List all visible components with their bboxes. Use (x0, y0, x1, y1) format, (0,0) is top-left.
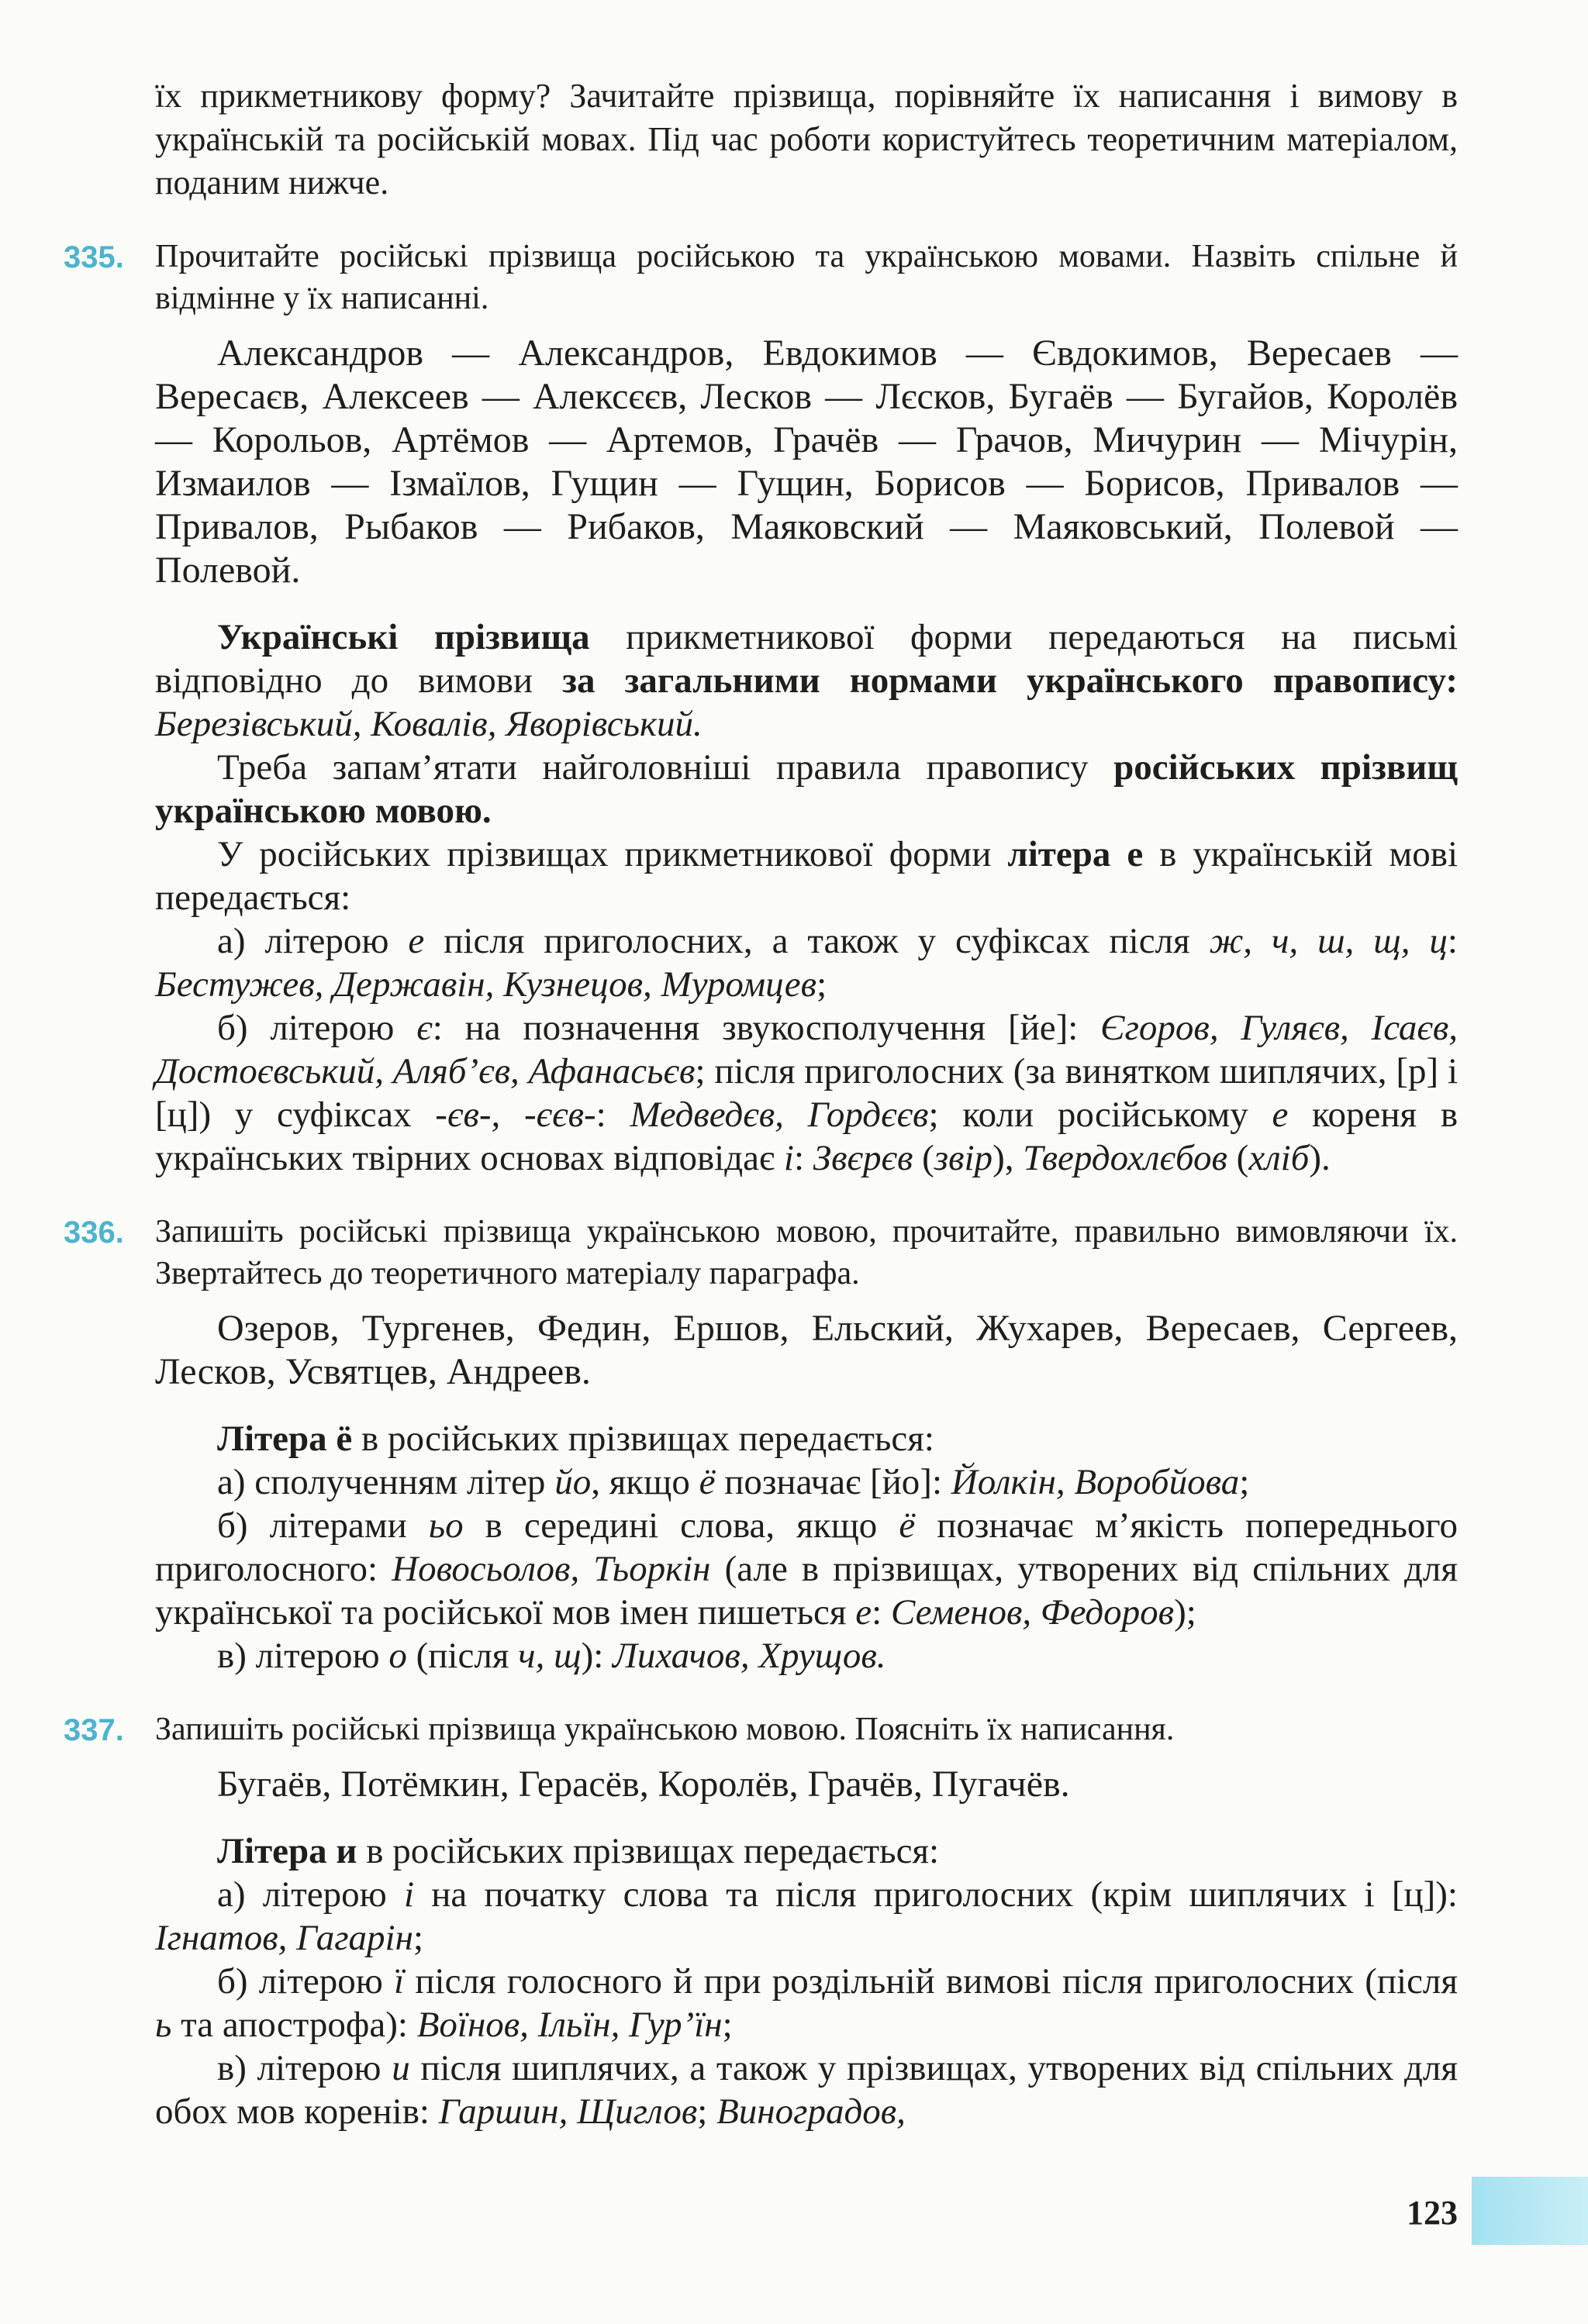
page-edge-tab (1472, 2177, 1588, 2245)
rule-item-a: а) літерою і на початку слова та після приголосних (крім шиплячих і [ц]): Ігнатов, Гагарін; (155, 1874, 1458, 1958)
rule-item-c: в) літерою о (після ч, щ): Лихачов, Хрущов. (217, 1636, 886, 1676)
rule-letter-y (155, 1829, 1458, 2133)
rule-paragraph: Треба запам’ятати найголовніші правила правопису російських прізвищ українською мовою. (155, 747, 1458, 831)
intro-paragraph: їх прикметникову форму? Зачитайте прізвища, порівняйте їх написання і вимову в українській та російській мовах. Під час роботи користуйтесь теоретичним матеріалом, поданим нижче. (155, 77, 1458, 202)
exercise-instruction: Прочитайте російські прізвища російською та українською мовами. Назвіть спільне й відмінне у їх написанні. (155, 239, 1458, 316)
rule-item-b: б) літерами ьо в середині слова, якщо ё позначає м’якість попереднього приголосного: Новосьолов, Тьоркін (але в прізвищах, утворених від спільних для української та російської мов імен пишеться е: Семенов, Федоров); (155, 1505, 1458, 1633)
exercise-336 (64, 1211, 1458, 1394)
exercise-337 (64, 1709, 1458, 1806)
exercise-335 (64, 236, 1458, 592)
surname-list: Бугаёв, Потёмкин, Герасёв, Королёв, Грачёв, Пугачёв. (217, 1764, 1070, 1805)
rule-heading: Літера ё в російських прізвищах передається: (217, 1419, 934, 1459)
page-number: 123 (1407, 2194, 1458, 2232)
surname-list: Озеров, Тургенев, Федин, Ершов, Ельский, Жухарев, Вересаев, Сергеев, Лесков, Усвятцев, Андреев. (155, 1308, 1458, 1392)
rule-item-b: б) літерою ї після голосного й при роздільній вимові після приголосних (після ь та апострофа): Воїнов, Ільїн, Гур’їн; (155, 1961, 1458, 2045)
rule-paragraph: У російських прізвищах прикметникової форми літера е в українській мові передається: (155, 834, 1459, 918)
rule-item-c: в) літерою и після шиплячих, а також у прізвищах, утворених від спільних для обох мов коренів: Гаршин, Щиглов; Виноградов, (155, 2048, 1458, 2132)
textbook-page (64, 74, 1459, 2133)
exercise-number: 335. (64, 240, 124, 274)
surname-list: Александров — Александров, Евдокимов — Євдокимов, Вересаев — Вересаєв, Алексеев — Алексєєв, Лесков — Лєсков, Бугаёв — Бугайов, Королёв — Корольов, Артёмов — Артемов, Грачёв — Грачов, Мичурин — Мічурін, Измаилов — Ізмаїлов, Гущин — Гущин, Борисов — Борисов, Привалов — Привалов, Рыбаков — Рибаков, Маяковский — Маяковський, Полевой — Полевой. (155, 333, 1458, 591)
rule-heading: Літера и в російських прізвищах передається: (217, 1831, 940, 1871)
exercise-number: 337. (64, 1713, 124, 1747)
rule-item-b: б) літерою є: на позначення звукосполучення [йе]: Єгоров, Гуляєв, Ісаєв, Достоєвський, Аляб’єв, Афанасьєв; після приголосних (за винятком шиплячих, [р] і [ц]) у суфіксах -єв-, -єєв-: Медведєв, Гордєєв; коли російському е кореня в українських твірних основах відповідає і: Звєрєв (звір), Твердохлєбов (хліб). (155, 1008, 1459, 1178)
exercise-number: 336. (64, 1215, 124, 1250)
rule-item-a: а) літерою е після приголосних, а також у суфіксах після ж, ч, ш, щ, ц: Бестужев, Державін, Кузнецов, Муромцев; (155, 921, 1458, 1005)
exercise-instruction: Запишіть російські прізвища українською мовою, прочитайте, правильно вимовляючи їх. Звертайтесь до теоретичного матеріалу параграфа. (155, 1214, 1458, 1291)
rule-paragraph: Українські прізвища прикметникової форми передаються на письмі відповідно до вимови за загальними нормами українського правопису: Березівський, Ковалів, Яворівський. (155, 617, 1458, 744)
exercise-instruction: Запишіть російські прізвища українською мовою. Поясніть їх написання. (155, 1712, 1175, 1747)
rule-letter-yo (155, 1417, 1458, 1677)
rule-item-a: а) сполученням літер йо, якщо ё позначає [йо]: Йолкін, Воробйова; (217, 1462, 1250, 1502)
rule-ukrainian-surnames (155, 615, 1458, 1180)
